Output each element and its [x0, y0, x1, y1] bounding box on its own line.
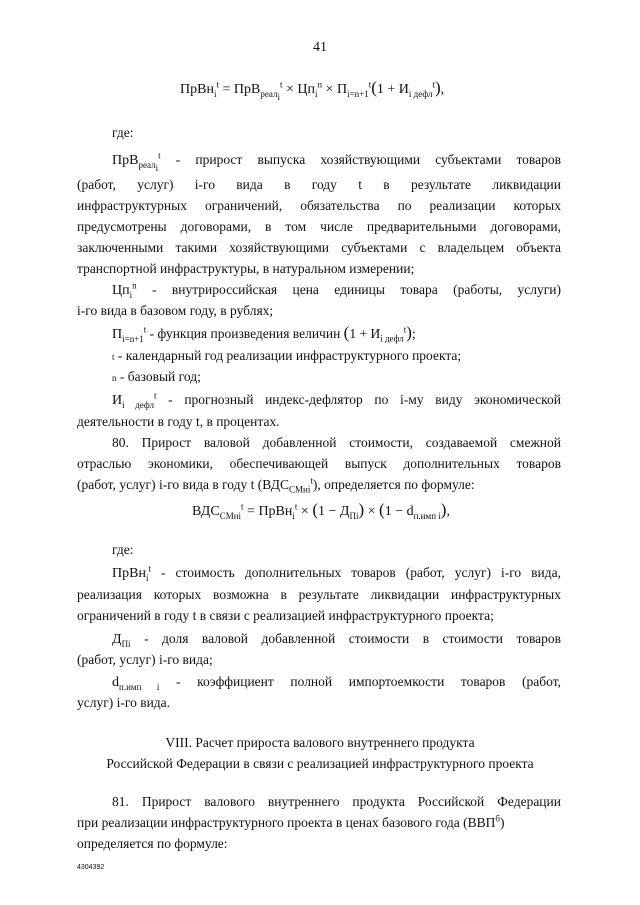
formula-growth-output: ПрВн$_i^t$ = $ПрВ_{реал_i}^t \times Цп_i^n \times П_{i=n+1}^t(1 + И_{i дефл}^t)$,: [180, 78, 445, 102]
paragraph-81-line: 81. Прирост валового внутреннего продукта Российской Федерации: [112, 794, 561, 809]
formula-value-added: $ВДС_{СМнi}^t$ = ПрВн$_i^t$ × $(1 - Д_{Пi}) \times (1 - d_{п.имп i})$,: [192, 500, 450, 521]
definition-line: инфраструктурных ограничений, обязательства по реализации которых: [77, 198, 561, 213]
definition-line: заключенными такими хозяйствующими субъектами с владельцем объекта: [77, 240, 561, 255]
definition-product: $П_{i=n+1}^t$ - функция произведения величин $(1 + И_{i дефл}^t)$;: [112, 323, 416, 344]
section-heading: Российской Федерации в связи с реализацией инфраструктурного проекта: [106, 756, 534, 771]
definition-line: услуг) i-го вида.: [77, 695, 171, 710]
definition-line: предусмотрены договорами, в том числе предварительными договорами,: [77, 219, 561, 234]
where-label-1: где:: [112, 125, 134, 140]
definition-cp: $Цп_i^n$ - внутрироссийская цена единицы товара (работы, услуги): [112, 280, 562, 300]
definition-import-coef: $d_{п.имп i}$ - коэффициент полной импортоемкости товаров (работ,: [112, 674, 561, 692]
definition-line: транспортной инфраструктуры, в натуральном измерении;: [77, 261, 415, 276]
definition-n: n - базовый год;: [112, 369, 201, 384]
paragraph-80-line: отраслью экономики, обеспечивающей выпуск дополнительных товаров: [77, 456, 561, 471]
definition-prvn: ПрВн$_i^t$ - стоимость дополнительных товаров (работ, услуг) i-го вида,: [112, 563, 562, 583]
where-label-2: где:: [112, 542, 134, 557]
definition-share: $Д_{Пi}$ - доля валовой добавленной стоимости в стоимости товаров: [112, 631, 562, 649]
definition-line: ограничений в году t в связи с реализацией инфраструктурного проекта;: [77, 608, 494, 623]
definition-line: реализация которых возможна в результате ликвидации инфраструктурных: [77, 587, 561, 602]
paragraph-80-line: (работ, услуг) i-го вида в году t $(ВДС_{СМнi}^t)$, определяется по формуле:: [77, 475, 475, 495]
definition-prv-real: ПрВ$_{реал_i}^t$ - прирост выпуска хозяйствующими субъектами товаров: [112, 150, 561, 173]
definition-line: деятельности в году t, в процентах.: [77, 414, 280, 429]
document-code: 4304392: [77, 864, 105, 871]
definition-t: t - календарный год реализации инфраструктурного проекта;: [112, 348, 462, 363]
paragraph-81-line: при реализации инфраструктурного проекта в ценах базового года $(ВВП^б)$: [77, 813, 505, 830]
definition-line: (работ, услуг) i-го вида в году t в результате ликвидации: [77, 177, 561, 192]
definition-line: (работ, услуг) i-го вида;: [77, 652, 213, 667]
definition-line: i-го вида в базовом году, в рублях;: [77, 303, 274, 318]
section-heading: VIII. Расчет прироста валового внутреннего продукта: [165, 735, 475, 750]
page-number: 41: [313, 40, 327, 55]
paragraph-80-line: 80. Прирост валовой добавленной стоимости, создаваемой смежной: [112, 435, 561, 450]
paragraph-81-line: определяется по формуле:: [77, 836, 228, 851]
definition-deflator: $И_{i дефл}^t$ - прогнозный индекс-дефлятор по i-му виду экономической: [112, 390, 561, 410]
